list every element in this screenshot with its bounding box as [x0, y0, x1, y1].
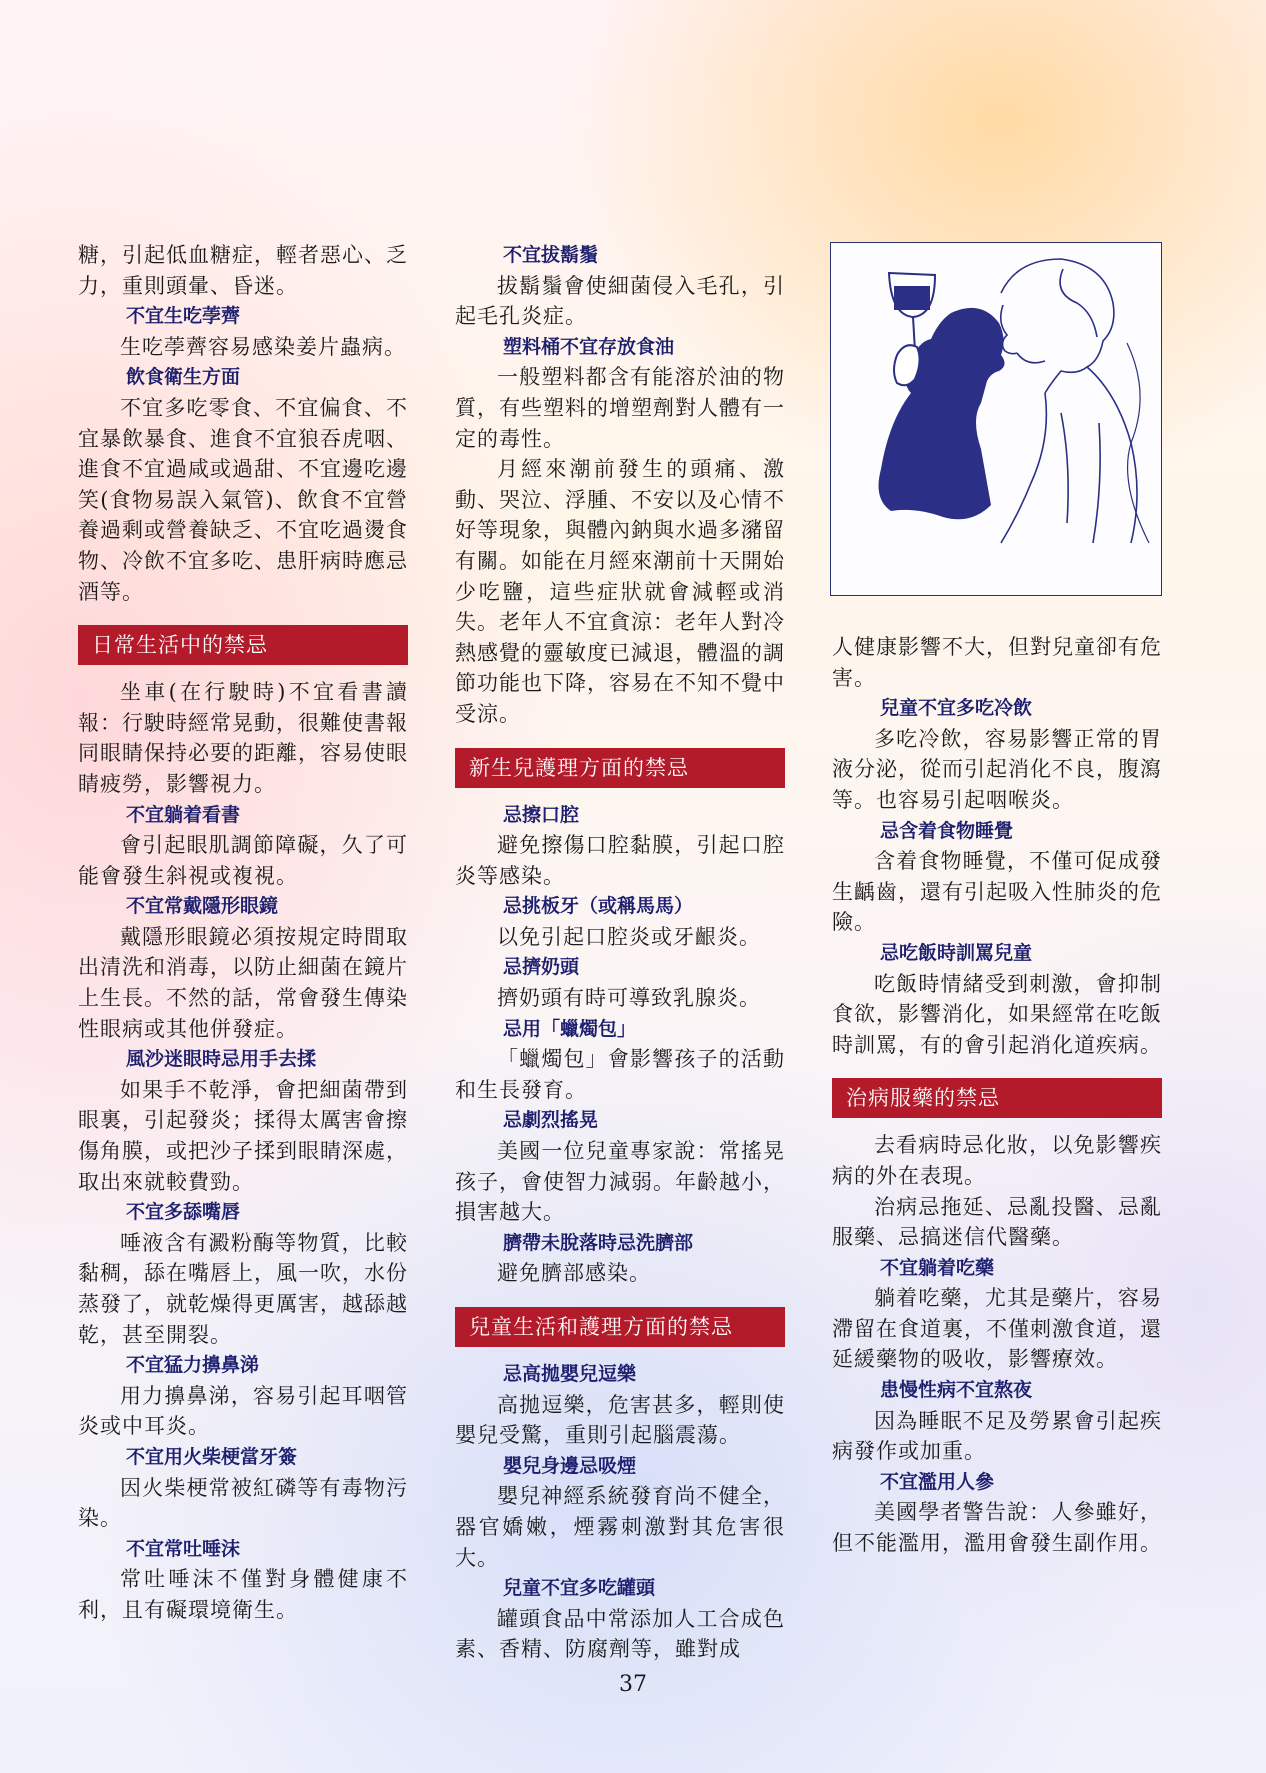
paragraph: 坐車(在行駛時)不宜看書讀報：行駛時經常晃動，很難使書報同眼睛保持必要的距離，容易使眼睛疲勞，影響視力。 [78, 680, 408, 796]
heading: 不宜用火柴梗當牙簽 [126, 1445, 298, 1468]
paragraph: 會引起眼肌調節障礙，久了可能會發生斜視或複視。 [78, 833, 408, 888]
paragraph: 去看病時忌化妝，以免影響疾病的外在表現。 [832, 1133, 1162, 1188]
paragraph: 美國一位兒童專家說：常搖晃孩子，會使智力減弱。年齡越小，損害越大。 [455, 1139, 785, 1225]
paragraph: 人健康影響不大，但對兒童卻有危害。 [832, 635, 1162, 690]
paragraph: 不宜多吃零食、不宜偏食、不宜暴飲暴食、進食不宜狼吞虎咽、進食不宜過咸或過甜、不宜邊吃邊笑(食物易誤入氣管)、飲食不宜營養過剩或營養缺乏、不宜吃過燙食物、冷飲不宜多吃、患肝病時應忌酒等。 [78, 395, 408, 604]
column-3 [832, 240, 1162, 1559]
heading: 不宜常戴隱形眼鏡 [126, 895, 279, 918]
column-1 [78, 240, 408, 1626]
heading: 不宜生吃荸薺 [126, 305, 241, 328]
section-title: 日常生活中的禁忌 [78, 625, 408, 665]
heading: 兒童不宜多吃冷飲 [880, 697, 1033, 720]
heading: 忌吃飯時訓罵兒童 [880, 941, 1033, 964]
paragraph: 拔鬍鬚會使細菌侵入毛孔，引起毛孔炎症。 [455, 273, 785, 329]
heading: 不宜躺着吃藥 [880, 1256, 995, 1279]
paragraph: 唾液含有澱粉酶等物質，比較黏稠，舔在嘴唇上，風一吹，水份蒸發了，就乾燥得更厲害，越舔越乾，甚至開裂。 [78, 1230, 408, 1347]
paragraph: 因為睡眠不足及勞累會引起疾病發作或加重。 [832, 1408, 1162, 1464]
paragraph: 常吐唾沫不僅對身體健康不利，且有礙環境衛生。 [78, 1567, 408, 1622]
heading: 不宜拔鬍鬚 [503, 244, 599, 266]
paragraph: 避免擦傷口腔黏膜，引起口腔炎等感染。 [455, 833, 785, 888]
paragraph: 治病忌拖延、忌亂投醫、忌亂服藥、忌搞迷信代醫藥。 [832, 1194, 1162, 1250]
heading: 塑料桶不宜存放食油 [503, 335, 675, 358]
paragraph: 戴隱形眼鏡必須按規定時間取出清洗和消毒，以防止細菌在鏡片上生長。不然的話，常會發生傳染性眼病或其他併發症。 [78, 924, 408, 1041]
heading: 兒童不宜多吃罐頭 [503, 1577, 656, 1600]
heading: 不宜猛力擤鼻涕 [126, 1354, 260, 1377]
paragraph: 避免臍部感染。 [497, 1261, 651, 1286]
paragraph: 多吃冷飲，容易影響正常的胃液分泌，從而引起消化不良，腹瀉等。也容易引起咽喉炎。 [832, 726, 1162, 812]
heading: 臍帶未脫落時忌洗臍部 [503, 1231, 694, 1254]
heading: 不宜濫用人參 [880, 1470, 995, 1493]
paragraph: 以免引起口腔炎或牙齦炎。 [497, 924, 761, 949]
paragraph: 擠奶頭有時可導致乳腺炎。 [497, 986, 761, 1011]
page-number: 37 [619, 1672, 647, 1697]
heading: 嬰兒身邊忌吸煙 [503, 1454, 637, 1477]
heading: 忌擠奶頭 [503, 956, 580, 979]
paragraph: 用力擤鼻涕，容易引起耳咽管炎或中耳炎。 [78, 1383, 408, 1439]
paragraph: 罐頭食品中常添加人工合成色素、香精、防腐劑等，雖對成 [455, 1606, 785, 1662]
paragraph: 月經來潮前發生的頭痛、激動、哭泣、浮腫、不安以及心情不好等現象，與體內鈉與水過多瀦留有關。如能在月經來潮前十天開始少吃鹽，這些症狀就會減輕或消失。老年人不宜貪涼：老年人對冷熱感覺的靈敏度已減退，體溫的調節功能也下降，容易在不知不覺中受涼。 [455, 457, 785, 726]
heading: 忌用「蠟燭包」 [503, 1017, 637, 1040]
paragraph: 糖，引起低血糖症，輕者惡心、乏力，重則頭暈、昏迷。 [78, 243, 408, 298]
heading: 忌擦口腔 [503, 803, 580, 826]
heading: 忌挑板牙（或稱馬馬） [503, 895, 694, 918]
heading: 忌高拋嬰兒逗樂 [503, 1363, 637, 1385]
heading: 飲食衛生方面 [126, 366, 241, 389]
paragraph: 生吃荸薺容易感染姜片蟲病。 [120, 334, 406, 359]
heading: 不宜躺着看書 [126, 803, 241, 826]
heading: 忌劇烈搖晃 [503, 1109, 599, 1132]
paragraph: 因火柴梗常被紅磷等有毒物污染。 [78, 1475, 408, 1531]
heading: 不宜多舔嘴唇 [126, 1201, 241, 1224]
section-title: 治病服藥的禁忌 [832, 1078, 1162, 1118]
column-2 [455, 240, 785, 1665]
paragraph: 「蠟燭包」會影響孩子的活動和生長發育。 [455, 1047, 785, 1102]
paragraph: 含着食物睡覺，不僅可促成發生齲齒，還有引起吸入性肺炎的危險。 [832, 849, 1162, 935]
heading: 不宜常吐唾沫 [126, 1537, 241, 1560]
section-title: 新生兒護理方面的禁忌 [455, 748, 785, 788]
paragraph: 高拋逗樂，危害甚多，輕則使嬰兒受驚，重則引起腦震蕩。 [455, 1392, 785, 1448]
heading: 忌含着食物睡覺 [880, 819, 1014, 842]
heading: 風沙迷眼時忌用手去揉 [126, 1048, 317, 1071]
paragraph: 美國學者警告說：人參雖好，但不能濫用，濫用會發生副作用。 [832, 1500, 1162, 1556]
paragraph: 如果手不乾淨，會把細菌帶到眼裏，引起發炎；揉得太厲害會擦傷角膜，或把沙子揉到眼睛深處，取出來就較費勁。 [78, 1077, 408, 1194]
paragraph: 嬰兒神經系統發育尚不健全，器官嬌嫩，煙霧刺激對其危害很大。 [455, 1484, 785, 1570]
paragraph: 吃飯時情緒受到刺激，會抑制食欲，影響消化，如果經常在吃飯時訓罵，有的會引起消化道疾病。 [832, 971, 1162, 1057]
section-title: 兒童生活和護理方面的禁忌 [455, 1307, 785, 1347]
paragraph: 躺着吃藥，尤其是藥片，容易滯留在食道裏，不僅刺激食道，還延緩藥物的吸收，影響療效。 [832, 1286, 1162, 1372]
paragraph: 一般塑料都含有能溶於油的物質，有些塑料的增塑劑對人體有一定的毒性。 [455, 365, 785, 451]
heading: 患慢性病不宜熬夜 [880, 1379, 1033, 1402]
